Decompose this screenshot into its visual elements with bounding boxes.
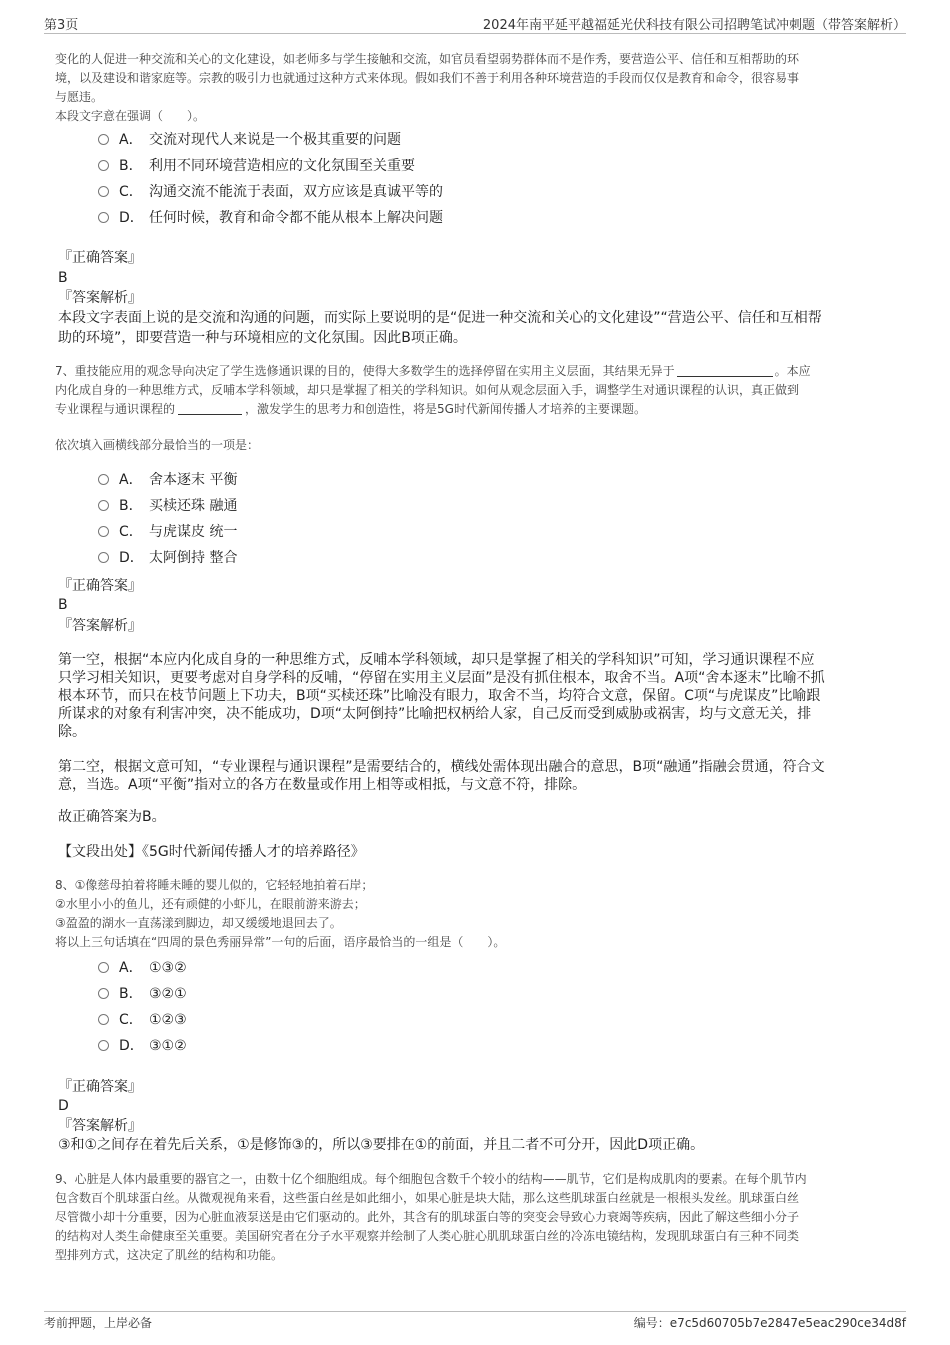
fill-blank-2 xyxy=(178,402,242,415)
passage-line: 内化成自身的一种思维方式，反哺本学科领域，却只是掌握了相关的学科知识。如何从观念层面入手，调整学生对通识课程的认识，真正做到 xyxy=(55,383,800,397)
option-text: 舍本逐末 平衡 xyxy=(149,472,238,488)
passage-text: 专业课程与通识课程的 xyxy=(55,402,176,416)
radio-icon[interactable] xyxy=(98,160,109,171)
passage-line: 的结构对人类生命健康至关重要。美国研究者在分子水平观察并绘制了人类心脏心肌肌球蛋白丝的冷冻电镜结构，发现肌球蛋白有三种不同类 xyxy=(55,1229,800,1243)
passage-line: 将以上三句话填在“四周的景色秀丽异常”一句的后面，语序最恰当的一组是（ ）。 xyxy=(55,935,506,949)
passage-line: 尽管微小却十分重要，因为心脏血液泵送是由它们驱动的。此外，其含有的肌球蛋白等的突变会导致心力衰竭等疾病，因此了解这些细小分子 xyxy=(55,1210,800,1224)
option-text: ③①② xyxy=(149,1038,187,1054)
option-letter: D． xyxy=(119,550,144,566)
q7-conclusion: 故正确答案为B。 xyxy=(58,809,166,825)
option-letter: A． xyxy=(119,960,143,976)
passage-line: 8、①像慈母拍着将睡未睡的婴儿似的，它轻轻地拍着石岸； xyxy=(55,878,374,892)
option-text: 交流对现代人来说是一个极其重要的问题 xyxy=(149,132,401,148)
passage-line: ②水里小小的鱼儿，还有顽健的小虾儿，在眼前游来游去； xyxy=(55,897,366,911)
radio-icon[interactable] xyxy=(98,474,109,485)
document-id: 编号：e7c5d60705b7e2847e5eac290ce34d8f xyxy=(633,1316,906,1330)
q7-option-a[interactable] xyxy=(98,469,237,491)
q8-analysis: ③和①之间存在着先后关系，①是修饰③的，所以③要排在①的前面，并且二者不可分开，因此D项正确。 xyxy=(58,1137,705,1153)
q8-option-d[interactable] xyxy=(98,1035,187,1057)
option-text: 任何时候，教育和命令都不能从根本上解决问题 xyxy=(149,210,443,226)
option-letter: A． xyxy=(119,472,143,488)
q8-answer: D xyxy=(58,1098,69,1114)
q8-passage xyxy=(55,876,915,952)
q6-analysis xyxy=(58,308,908,348)
header-divider xyxy=(44,33,906,34)
q7-option-b[interactable] xyxy=(98,495,237,517)
option-text: 沟通交流不能流于表面，双方应该是真诚平等的 xyxy=(149,184,443,200)
option-letter: C． xyxy=(119,1012,143,1028)
option-letter: C． xyxy=(119,524,143,540)
q8-analysis-label: 『答案解析』 xyxy=(58,1118,142,1134)
q7-answer: B xyxy=(58,597,68,613)
q8-answer-label: 『正确答案』 xyxy=(58,1079,142,1095)
passage-line: 境，以及建设和谐家庭等。宗教的吸引力也就通过这种方式来体现。假如我们不善于利用各种环境营造的手段而仅仅是教育和命令，很容易事 xyxy=(55,71,800,85)
q6-answer-label: 『正确答案』 xyxy=(58,250,142,266)
fill-blank-1 xyxy=(677,364,773,377)
radio-icon[interactable] xyxy=(98,962,109,973)
q6-analysis-label: 『答案解析』 xyxy=(58,290,142,306)
option-text: ①③② xyxy=(149,960,187,976)
radio-icon[interactable] xyxy=(98,526,109,537)
passage-text: 。本应 xyxy=(774,364,811,378)
radio-icon[interactable] xyxy=(98,134,109,145)
option-text: 买椟还珠 融通 xyxy=(149,498,238,514)
option-text: 利用不同环境营造相应的文化氛围至关重要 xyxy=(149,158,415,174)
analysis-line: 第二空，根据文意可知，“专业课程与通识课程”是需要结合的，横线处需体现出融合的意思，B项“融通”指融会贯通，符合文 xyxy=(58,759,825,775)
q6-answer: B xyxy=(58,270,68,286)
analysis-line: 所谋求的对象有利害冲突，决不能成功，D项“太阿倒持”比喻把权柄给人家，自己反而受到威胁或祸害，均与文意无关，排 xyxy=(58,706,812,722)
analysis-line: 意，当选。A项“平衡”指对立的各方在数量或作用上相等或相抵，与文意不符，排除。 xyxy=(58,777,587,793)
radio-icon[interactable] xyxy=(98,212,109,223)
radio-icon[interactable] xyxy=(98,1040,109,1051)
option-letter: B． xyxy=(119,498,143,514)
radio-icon[interactable] xyxy=(98,500,109,511)
passage-line: 9、心脏是人体内最重要的器官之一，由数十亿个细胞组成。每个细胞包含数千个较小的结构——肌节，它们是构成肌肉的要素。在每个肌节内 xyxy=(55,1172,807,1186)
q7-option-c[interactable] xyxy=(98,521,237,543)
analysis-line: 助的环境”，即要营造一种与环境相应的文化氛围。因此B项正确。 xyxy=(58,330,467,346)
option-letter: D． xyxy=(119,1038,144,1054)
passage-line: 变化的人促进一种交流和关心的文化建设，如老师多与学生接触和交流，如官员看望弱势群体而不是作秀，要营造公平、信任和互相帮助的环 xyxy=(55,52,800,66)
option-letter: B． xyxy=(119,986,143,1002)
radio-icon[interactable] xyxy=(98,186,109,197)
q6-option-b[interactable] xyxy=(98,155,415,177)
analysis-line: 只学习相关知识，更要考虑对自身学科的反哺，“停留在实用主义层面”是没有抓住根本，取舍不当。A项“舍本逐末”比喻不抓 xyxy=(58,670,825,686)
passage-text: ，激发学生的思考力和创造性，将是5G时代新闻传播人才培养的主要课题。 xyxy=(245,402,646,416)
passage-line: 与愿违。 xyxy=(55,90,104,104)
radio-icon[interactable] xyxy=(98,988,109,999)
q6-option-c[interactable] xyxy=(98,181,443,203)
q7-passage xyxy=(55,362,915,419)
footer-slogan: 考前押题，上岸必备 xyxy=(44,1316,153,1330)
document-title: 2024年南平延平越福延光伏科技有限公司招聘笔试冲刺题（带答案解析） xyxy=(482,18,906,33)
q7-source: 【文段出处】《5G时代新闻传播人才的培养路径》 xyxy=(58,844,365,860)
q8-option-b[interactable] xyxy=(98,983,187,1005)
option-text: 与虎谋皮 统一 xyxy=(149,524,238,540)
q7-option-d[interactable] xyxy=(98,547,237,569)
q6-passage xyxy=(55,50,915,126)
option-letter: A． xyxy=(119,132,143,148)
q6-option-a[interactable] xyxy=(98,129,401,151)
q8-option-a[interactable] xyxy=(98,957,187,979)
analysis-line: 本段文字表面上说的是交流和沟通的问题，而实际上要说明的是“促进一种交流和关心的文化建设”“营造公平、信任和互相帮 xyxy=(58,310,822,326)
q7-answer-label: 『正确答案』 xyxy=(58,578,142,594)
option-letter: D． xyxy=(119,210,144,226)
footer-divider xyxy=(44,1311,906,1312)
option-letter: B． xyxy=(119,158,143,174)
option-text: 太阿倒持 整合 xyxy=(149,550,238,566)
question-stem: 本段文字意在强调（ ）。 xyxy=(55,109,206,123)
passage-text: 7、重技能应用的观念导向决定了学生选修通识课的目的，使得大多数学生的选择停留在实用主义层面，其结果无异于 xyxy=(55,364,675,378)
passage-line: 型排列方式，这决定了肌丝的结构和功能。 xyxy=(55,1248,284,1262)
analysis-line: 除。 xyxy=(58,724,86,740)
option-text: ①②③ xyxy=(149,1012,187,1028)
page-number: 第3页 xyxy=(44,18,79,33)
option-letter: C． xyxy=(119,184,143,200)
q6-option-d[interactable] xyxy=(98,207,443,229)
option-text: ③②① xyxy=(149,986,187,1002)
q7-stem: 依次填入画横线部分最恰当的一项是： xyxy=(55,438,260,452)
passage-line xyxy=(55,362,915,381)
radio-icon[interactable] xyxy=(98,1014,109,1025)
q7-analysis-para-1 xyxy=(58,651,908,741)
passage-line: 包含数百个肌球蛋白丝。从微观视角来看，这些蛋白丝是如此细小，如果心脏是块大陆，那么这些肌球蛋白丝就是一根根头发丝。肌球蛋白丝 xyxy=(55,1191,800,1205)
radio-icon[interactable] xyxy=(98,552,109,563)
q8-option-c[interactable] xyxy=(98,1009,187,1031)
passage-line: ③盈盈的湖水一直荡漾到脚边，却又缓缓地退回去了。 xyxy=(55,916,342,930)
analysis-line: 第一空，根据“本应内化成自身的一种思维方式，反哺本学科领域，却只是掌握了相关的学科知识”可知，学习通识课程不应 xyxy=(58,652,815,668)
analysis-line: 根本环节，而只在枝节问题上下功夫，B项“买椟还珠”比喻没有眼力，取舍不当，均符合文意，保留。C项“与虎谋皮”比喻跟 xyxy=(58,688,821,704)
passage-line xyxy=(55,400,915,419)
q9-passage xyxy=(55,1170,915,1265)
q7-analysis-para-2 xyxy=(58,758,908,794)
q7-analysis-label: 『答案解析』 xyxy=(58,618,142,634)
